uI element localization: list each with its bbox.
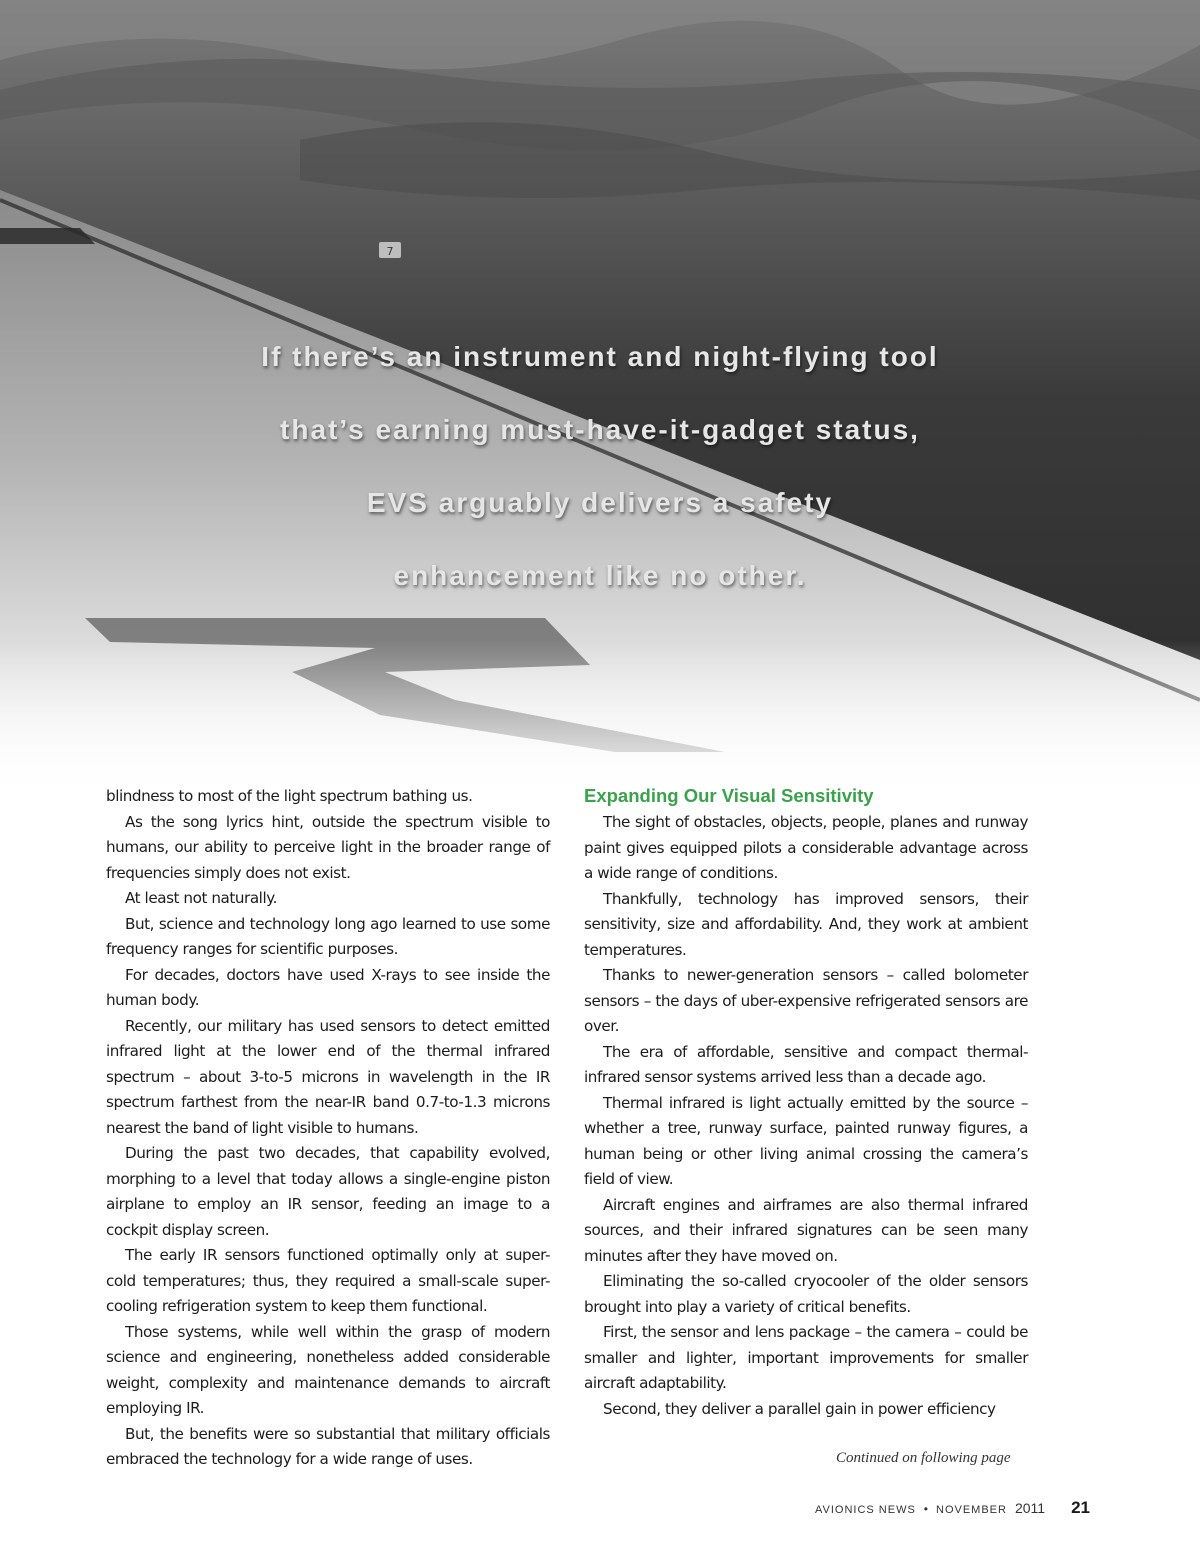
body-paragraph: Those systems, while well within the grasp of modern science and engineering, nonetheless added considerable weight, complexity and maintenance demands to aircraft employing IR. [106, 1322, 550, 1417]
body-paragraph: blindness to most of the light spectrum bathing us. [106, 787, 473, 805]
body-paragraph: The early IR sensors functioned optimally only at super-cold temperatures; thus, they required a small-scale super-cooling refrigeration system to keep them functional. [106, 1246, 550, 1315]
page-number: 21 [1071, 1498, 1090, 1517]
runway-sign-text: 7 [386, 245, 394, 258]
pull-quote-line: that’s earning must-have-it-gadget status, [280, 414, 920, 445]
page-footer [815, 1498, 1090, 1518]
body-paragraph: At least not naturally. [125, 889, 277, 907]
publication-name: AVIONICS NEWS [814, 1504, 916, 1516]
body-paragraph: Recently, our military has used sensors to detect emitted infrared light at the lower end of the thermal infrared spectrum – about 3-to-5 microns in wavelength in the IR spectrum farthest from the near-IR band 0.7-to-1.3 microns nearest the band of light visible to humans. [106, 1016, 550, 1137]
body-paragraph: The sight of obstacles, objects, people, planes and runway paint gives equipped pilots a considerable advantage across a wide range of conditions. [584, 813, 1028, 882]
body-paragraph: During the past two decades, that capability evolved, morphing to a level that today allows a single-engine piston airplane to employ an IR sensor, feeding an image to a cockpit display screen. [106, 1144, 550, 1239]
pull-quote [150, 320, 1050, 612]
pull-quote-line: If there’s an instrument and night-flying tool [261, 341, 939, 372]
continued-note: Continued on following page [836, 1450, 1011, 1466]
body-paragraph: Eliminating the so-called cryocooler of the older sensors brought into play a variety of critical benefits. [584, 1272, 1028, 1316]
issue-month: NOVEMBER [936, 1504, 1007, 1516]
body-paragraph: Thermal infrared is light actually emitted by the source – whether a tree, runway surface, painted runway figures, a human being or other living animal crossing the camera’s field of view. [584, 1093, 1028, 1188]
body-paragraph: For decades, doctors have used X-rays to see inside the human body. [106, 965, 550, 1009]
body-paragraph: Thankfully, technology has improved sensors, their sensitivity, size and affordability. And, they work at ambient temperatures. [584, 889, 1028, 959]
pull-quote-line: enhancement like no other. [393, 560, 807, 591]
section-heading: Expanding Our Visual Sensitivity [584, 785, 874, 806]
body-paragraph: But, the benefits were so substantial that military officials embraced the technology for a wide range of uses. [106, 1424, 550, 1468]
pull-quote-line: EVS arguably delivers a safety [366, 487, 834, 518]
right-column [584, 784, 1028, 1422]
left-column [106, 784, 550, 1473]
body-paragraph: The era of affordable, sensitive and compact thermal-infrared sensor systems arrived less than a decade ago. [584, 1042, 1028, 1086]
issue-year: 2011 [1014, 1500, 1046, 1516]
body-paragraph: As the song lyrics hint, outside the spectrum visible to humans, our ability to perceive light in the broader range of frequencies simply does not exist. [106, 812, 550, 882]
body-paragraph: Aircraft engines and airframes are also thermal infrared sources, and their infrared signatures can be seen many minutes after they have moved on. [584, 1195, 1028, 1265]
body-paragraph: Second, they deliver a parallel gain in power efficiency [603, 1399, 996, 1418]
footer-separator: • [923, 1502, 928, 1516]
body-paragraph: Thanks to newer-generation sensors – called bolometer sensors – the days of uber-expensive refrigerated sensors are over. [584, 966, 1028, 1035]
body-paragraph: First, the sensor and lens package – the camera – could be smaller and lighter, important improvements for smaller aircraft adaptability. [584, 1323, 1028, 1392]
body-paragraph: But, science and technology long ago learned to use some frequency ranges for scientific purposes. [106, 914, 550, 958]
